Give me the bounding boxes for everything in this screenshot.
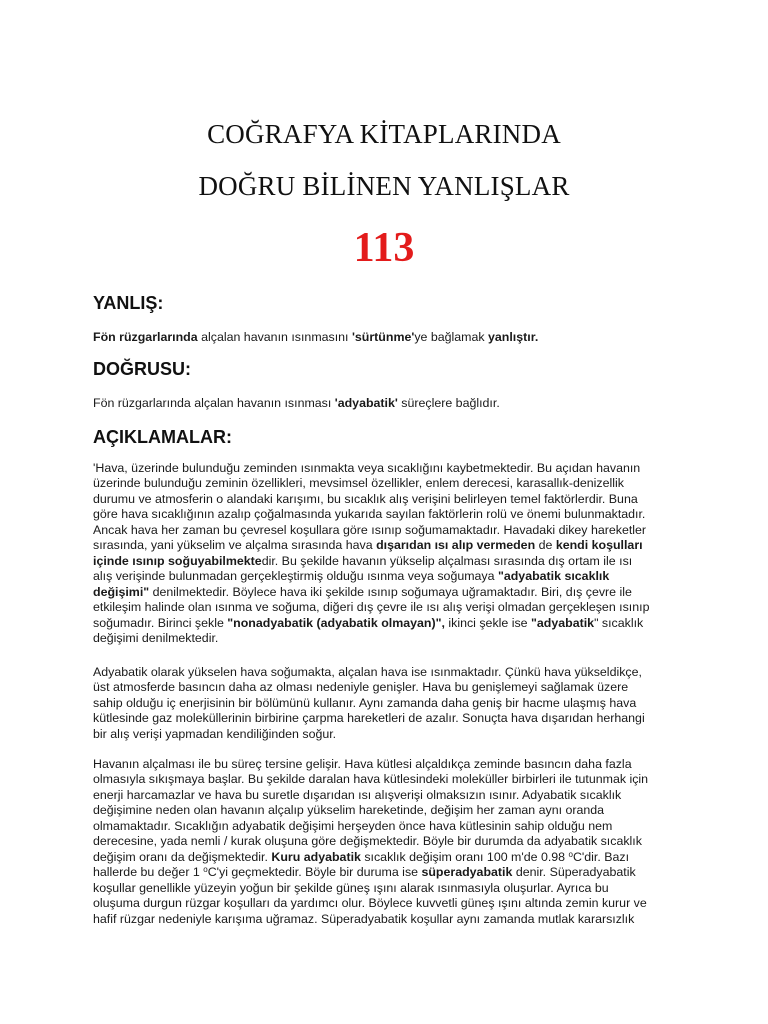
- degree-superscript: o: [568, 849, 573, 859]
- bold-span: değişimi": [93, 584, 150, 599]
- paragraph-line: Adyabatik olarak yükselen hava soğumakta, alçalan hava ise ısınmaktadır. Çünkü hava yükseldikçe,: [93, 665, 642, 679]
- paragraph-line: [93, 585, 675, 600]
- text-span: sırasında, yani yükselim ve alçalma sırasında hava: [93, 538, 377, 553]
- paragraph-line: değişimi denilmektedir.: [93, 630, 219, 645]
- document-number: 113: [353, 225, 415, 271]
- text-span: de: [535, 538, 556, 553]
- bold-span: "nonadyabatik (adyabatik olmayan)",: [227, 615, 445, 630]
- text-span: denilmektedir. Böylece hava iki şekilde ısınıp soğumaya uğramaktadır. Biri, dış çevre ile: [149, 584, 632, 599]
- paragraph-line: sahip olduğu iç enerjisinin bir bölümünü kullanır. Aynı zamanda daha geniş bir hacme ulaşmış hava: [93, 695, 637, 710]
- paragraph-line: hafif rüzgar nedeniyle karışıma uğramaz. Süperadyabatik koşullar aynı zamanda mutlak kararsızlık: [93, 911, 635, 926]
- paragraph-line: bir alış verişi yapmadan kendiliğinden soğur.: [93, 726, 337, 741]
- paragraph-line: [93, 569, 675, 584]
- paragraph-line: etkileşim halinde olan ısınma ve soğuma, diğeri dış çevre ile ısı alış verişi olmadan gerçekleşen ısınıp: [93, 600, 650, 615]
- text-span: değişim oranı da değişmektedir.: [93, 849, 272, 864]
- yanlis-bold-2: 'sürtünme': [351, 330, 415, 344]
- paragraph-2: [93, 665, 675, 742]
- text-span: soğumadır. Birinci şekle: [93, 615, 228, 630]
- yanlis-bold-1: Fön rüzgarlarında: [93, 330, 198, 344]
- paragraph-line: Havanın alçalması ile bu süreç tersine gelişir. Hava kütlesi alçaldıkça zeminde basıncın daha fazla: [93, 757, 632, 771]
- paragraph-line: üzerinde bulunduğu zeminin özellikleri, mevsimsel özellikler, enlem derecesi, karasallık-denizellik: [93, 476, 624, 491]
- paragraph-line: [93, 850, 675, 865]
- paragraph-line: [93, 865, 675, 880]
- paragraph-line: göre hava sıcaklığının azalıp çoğalmasında yukarıda sayılan faktörlerin rolü ve önemi bulunmaktadır.: [93, 507, 646, 522]
- paragraph-3: [93, 757, 675, 927]
- paragraph-line: oluşuma durgun rüzgar koşulları da yardımcı olur. Böylece kuvvetli güneş ışını altında zemin kurur ve: [93, 896, 647, 911]
- paragraph-line: üst atmosferde basıncın daha az olması nedeniyle genişler. Hava bu genişlemeyi sağlamak üzere: [93, 680, 629, 695]
- heading-aciklamalar: AÇIKLAMALAR:: [93, 427, 232, 447]
- paragraph-line: [93, 554, 675, 569]
- yanlis-normal-1: alçalan havanın ısınmasını: [197, 330, 352, 344]
- text-span: C'dir. Bazı: [572, 849, 630, 864]
- dogrusu-normal-2: süreçlere bağlıdır.: [397, 396, 500, 410]
- paragraph-line: olmasıyla sıkışmaya başlar. Bu şekilde daralan hava kütlesindeki moleküller birbirleri ile tutunmak için: [93, 772, 649, 787]
- heading-dogrusu: DOĞRUSU:: [93, 359, 191, 379]
- text-span: denir. Süperadyabatik: [512, 865, 636, 880]
- document-title-line-2: DOĞRU BİLİNEN YANLIŞLAR: [198, 171, 570, 201]
- yanlis-normal-2: ye bağlamak: [414, 330, 489, 344]
- paragraph-1: [93, 461, 675, 646]
- heading-yanlis: YANLIŞ:: [93, 293, 164, 313]
- bold-span: süperadyabatik: [421, 865, 513, 880]
- degree-superscript: o: [203, 865, 208, 875]
- bold-span: "adyabatik sıcaklık: [497, 569, 610, 584]
- paragraph-line: enerji harcamazlar ve hava bu suretle dışarıdan ısı alışverişi olmaksızın ısınır. Adyabatik sıcaklık: [93, 787, 622, 802]
- text-span: alış verişinde bulunmadan gerçekleştirmiş olduğu ısınma veya soğumaya: [93, 569, 498, 584]
- text-span: sıcaklık değişim oranı 100 m'de 0.98: [360, 849, 569, 864]
- dogrusu-bold-1: 'adyabatik': [334, 396, 398, 410]
- paragraph-line: derecesine, yada nemli / kurak oluşuna göre değişmektedir. Böyle bir durumda da adyabatik sıcaklık: [93, 834, 642, 849]
- text-span: hallerde bu değer 1: [93, 865, 204, 880]
- paragraph-line: [93, 538, 675, 553]
- paragraph-line: kütlesinde gaz moleküllerinin birbirine çarpma hareketleri de azalır. Sonuçta hava dışarıdan herhangi: [93, 711, 645, 726]
- bold-span: Kuru adyabatik: [271, 849, 361, 864]
- paragraph-line: olmamaktadır. Sıcaklığın adyabatik değişimi herşeyden önce hava kütlesinin sahip olduğu nem: [93, 818, 613, 833]
- text-span: " sıcaklık: [594, 615, 644, 630]
- paragraph-line: değişimine neden olan havanın alçalıp yükselim hareketinde, değişim her zaman aynı oranda: [93, 803, 605, 818]
- bold-span: dışarıdan ısı alıp vermeden: [376, 538, 536, 553]
- text-span: dir. Bu şekilde havanın yükselip alçalması sırasında dış ortam ile ısı: [261, 553, 633, 568]
- yanlis-bold-3: yanlıştır.: [488, 330, 539, 344]
- text-span: ikinci şekle ise: [444, 615, 532, 630]
- paragraph-line: Ancak hava her zaman bu çevresel koşullara göre ısınıp soğumamaktadır. Havadaki dikey hareketler: [93, 522, 647, 537]
- text-span: C'yi geçmektedir. Böyle bir duruma ise: [207, 865, 422, 880]
- paragraph-line: koşullar genellikle yüzeyin yoğun bir şekilde güneş ışını alarak ısınmasıyla oluşurlar. Ayrıca bu: [93, 880, 609, 895]
- paragraph-line: 'Hava, üzerinde bulunduğu zeminden ısınmakta veya sıcaklığını kaybetmektedir. Bu açıdan havanın: [93, 461, 641, 475]
- bold-span: kendi koşulları: [555, 538, 643, 553]
- yanlis-statement: [93, 330, 538, 345]
- dogrusu-normal-1: Fön rüzgarlarında alçalan havanın ısınması: [93, 396, 335, 410]
- document-title-line-1: COĞRAFYA KİTAPLARINDA: [207, 119, 561, 149]
- paragraph-line: [93, 616, 675, 631]
- paragraph-line: durumu ve atmosferin o alandaki karışımı, bu sıcaklık alış verişini belirleyen temel faktörlerdir. Buna: [93, 491, 638, 506]
- bold-span: "adyabatik: [531, 615, 595, 630]
- dogrusu-statement: [93, 396, 500, 411]
- bold-span: içinde ısınıp soğuyabilmekte: [93, 553, 262, 568]
